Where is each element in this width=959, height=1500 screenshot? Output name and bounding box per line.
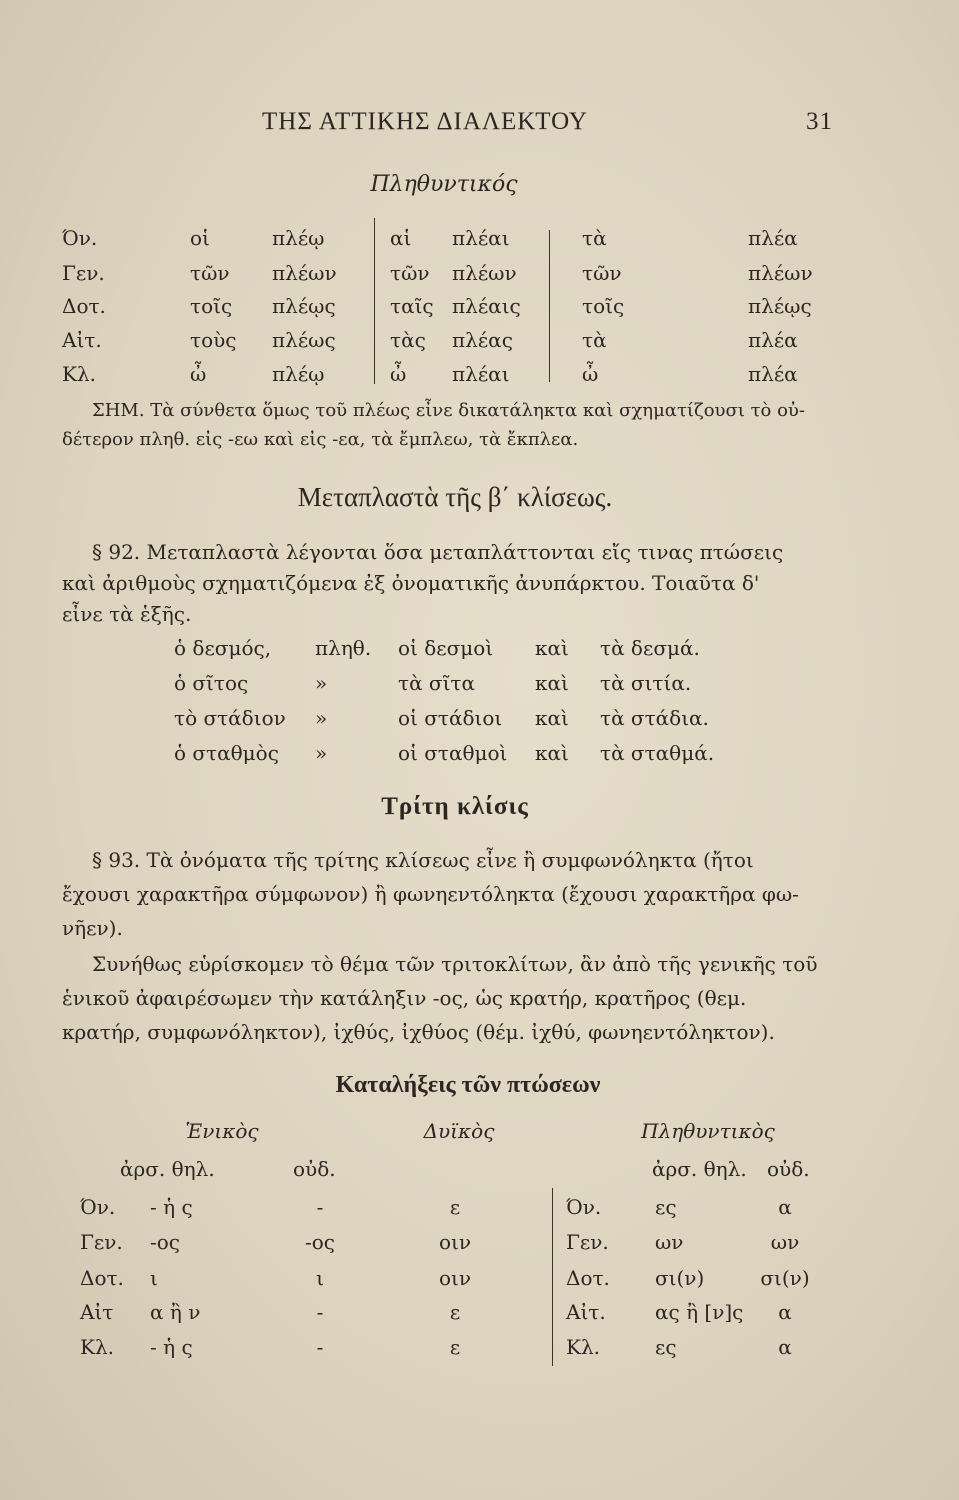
paragraph-line: ἑνικοῦ ἀφαιρέσωμεν τὴν κατάληξιν -ος, ὡς κρατήρ, κρατῆρος (θεμ.	[62, 986, 747, 1010]
table-cell: ὦ	[582, 362, 599, 386]
example-cell: πληθ.	[315, 636, 372, 660]
table-cell: τοῖς	[582, 294, 625, 318]
table-cell: τὰ	[582, 328, 607, 352]
example-cell: τὰ σῖτα	[398, 671, 475, 695]
example-cell: οἱ στάδιοι	[398, 706, 503, 730]
subheading: ἀρσ. θηλ.	[652, 1157, 747, 1181]
endings-title: Καταλήξεις τῶν πτώσεων	[335, 1072, 601, 1098]
ending-cell: ε	[449, 1335, 461, 1359]
singular-heading: Ἑνικὸς	[185, 1119, 259, 1143]
paragraph-line: εἶνε τὰ ἑξῆς.	[62, 602, 192, 626]
paragraph-line: § 92. Μεταπλαστὰ λέγονται ὅσα μεταπλάττονται εἴς τινας πτώσεις	[92, 540, 784, 564]
table-cell: ὦ	[390, 362, 407, 386]
ending-cell: - ἡ ς	[150, 1335, 193, 1359]
example-cell: καὶ	[535, 671, 569, 695]
ending-cell: ες	[655, 1335, 677, 1359]
table-cell: οἱ	[190, 226, 210, 250]
paragraph-line: ἔχουσι χαρακτῆρα σύμφωνον) ἢ φωνηεντόληκτα (ἔχουσι χαρακτῆρα φω-	[62, 882, 799, 906]
example-cell: τὰ δεσμά.	[600, 636, 700, 660]
page-number: 31	[806, 108, 833, 135]
example-cell: καὶ	[535, 706, 569, 730]
case-label: Κλ.	[566, 1335, 600, 1359]
table-cell: πλέῳ	[272, 362, 325, 386]
ending-cell: -	[316, 1335, 324, 1359]
table-cell: πλέαι	[452, 226, 510, 250]
ending-cell: ων	[770, 1230, 800, 1254]
example-cell: »	[315, 741, 328, 765]
subheading: ἀρσ. θηλ.	[120, 1157, 215, 1181]
table-cell: πλέῳς	[272, 294, 336, 318]
subheading: οὐδ.	[293, 1157, 336, 1181]
case-label: Αἰτ.	[62, 328, 102, 352]
table-cell: τοὺς	[190, 328, 237, 352]
case-label: Κλ.	[62, 362, 96, 386]
subheading: οὐδ.	[767, 1157, 810, 1181]
plural-heading: Πληθυντικός	[370, 172, 518, 197]
paragraph-line: Συνήθως εὑρίσκομεν τὸ θέμα τῶν τριτοκλίτων, ἂν ἀπὸ τῆς γενικῆς τοῦ	[92, 952, 818, 976]
paragraph-line: νῆεν).	[62, 916, 123, 940]
table-cell: τῶν	[390, 261, 430, 285]
example-cell: τὰ στάδια.	[600, 706, 709, 730]
section-title: Τρίτη κλίσις	[381, 793, 529, 820]
table-cell: ταῖς	[390, 294, 434, 318]
table-cell: τοῖς	[190, 294, 233, 318]
paragraph-line: καὶ ἀριθμοὺς σχηματιζόμενα ἐξ ὀνοματικῆς ἀνυπάρκτου. Τοιαῦτα δ'	[62, 571, 760, 595]
table-cell: πλέαι	[452, 362, 510, 386]
ending-cell: α	[778, 1300, 792, 1324]
example-cell: ὁ δεσμός,	[174, 636, 272, 660]
paragraph-line: § 93. Τὰ ὀνόματα τῆς τρίτης κλίσεως εἶνε ἢ συμφωνόληκτα (ἤτοι	[92, 848, 754, 872]
example-cell: καὶ	[535, 741, 569, 765]
ending-cell: ι	[150, 1266, 158, 1290]
case-label: Δοτ.	[566, 1266, 610, 1290]
ending-cell: ε	[449, 1195, 461, 1219]
ending-cell: οιν	[438, 1230, 472, 1254]
ending-cell: -ος	[150, 1230, 180, 1254]
case-label: Δοτ.	[80, 1266, 124, 1290]
ending-cell: -	[316, 1195, 324, 1219]
case-label: Γεν.	[80, 1230, 123, 1254]
ending-cell: -	[316, 1300, 324, 1324]
example-cell: οἱ δεσμοὶ	[398, 636, 494, 660]
section-title: Μεταπλαστὰ τῆς β΄ κλίσεως.	[297, 482, 613, 512]
table-cell: ὦ	[190, 362, 207, 386]
ending-cell: ε	[449, 1300, 461, 1324]
table-cell: πλέῳ	[272, 226, 325, 250]
ending-cell: α	[778, 1195, 792, 1219]
ending-cell: α	[778, 1335, 792, 1359]
table-cell: αἱ	[390, 226, 412, 250]
case-label: Αἰτ	[80, 1300, 114, 1324]
plural-heading: Πληθυντικὸς	[641, 1119, 775, 1143]
example-cell: τὰ σιτία.	[600, 671, 692, 695]
ending-cell: α ἢ ν	[150, 1300, 201, 1324]
example-cell: καὶ	[535, 636, 569, 660]
ending-cell: ες	[655, 1195, 677, 1219]
example-cell: »	[315, 671, 328, 695]
example-cell: τὸ στάδιον	[174, 706, 286, 730]
example-cell: τὰ σταθμά.	[600, 741, 715, 765]
note-line: δέτερον πληθ. εἰς -εω καὶ εἰς -εα, τὰ ἔμπλεω, τὰ ἔκπλεα.	[62, 429, 579, 450]
example-cell: ὁ σταθμὸς	[174, 741, 279, 765]
table-cell: πλέα	[748, 362, 798, 386]
ending-cell: σι(ν)	[760, 1266, 810, 1290]
case-label: Γεν.	[62, 261, 105, 285]
table-cell: τῶν	[190, 261, 230, 285]
table-cell: πλέαις	[452, 294, 521, 318]
ending-cell: ας ἢ [ν]ς	[655, 1300, 744, 1324]
ending-cell: - ἡ ς	[150, 1195, 193, 1219]
table-cell: πλέα	[748, 226, 798, 250]
table-cell: πλέα	[748, 328, 798, 352]
ending-cell: σι(ν)	[655, 1266, 705, 1290]
table-cell: πλέας	[452, 328, 513, 352]
case-label: Δοτ.	[62, 294, 106, 318]
paragraph-line: κρατήρ, συμφωνόληκτον), ἰχθύς, ἰχθύος (θέμ. ἰχθύ, φωνηεντόληκτον).	[62, 1020, 775, 1044]
ending-cell: οιν	[438, 1266, 472, 1290]
table-cell: πλέων	[452, 261, 517, 285]
table-cell: τῶν	[582, 261, 622, 285]
case-label: Γεν.	[566, 1230, 609, 1254]
table-cell: τὰς	[390, 328, 426, 352]
table-cell: τὰ	[582, 226, 607, 250]
example-cell: οἱ σταθμοὶ	[398, 741, 508, 765]
table-cell: πλέων	[748, 261, 813, 285]
ending-cell: -ος	[305, 1230, 335, 1254]
table-cell: πλέως	[272, 328, 336, 352]
table-cell: πλέων	[272, 261, 337, 285]
table-divider	[549, 230, 550, 382]
case-label: Όν.	[80, 1195, 116, 1219]
ending-cell: ι	[316, 1266, 324, 1290]
example-cell: »	[315, 706, 328, 730]
note-line: ΣΗΜ. Τὰ σύνθετα ὅμως τοῦ πλέως εἶνε δικατάληκτα καὶ σχηματίζουσι τὸ οὐ-	[92, 400, 805, 421]
running-header: ΤΗΣ ΑΤΤΙΚΗΣ ΔΙΑΛΕΚΤΟΥ	[262, 108, 588, 135]
ending-cell: ων	[655, 1230, 684, 1254]
case-label: Αἰτ.	[566, 1300, 606, 1324]
example-cell: ὁ σῖτος	[174, 671, 249, 695]
table-divider	[552, 1188, 553, 1366]
table-divider	[374, 218, 375, 384]
case-label: Όν.	[62, 226, 98, 250]
dual-heading: Δυϊκὸς	[423, 1119, 495, 1143]
table-cell: πλέῳς	[748, 294, 812, 318]
case-label: Όν.	[566, 1195, 602, 1219]
case-label: Κλ.	[80, 1335, 114, 1359]
